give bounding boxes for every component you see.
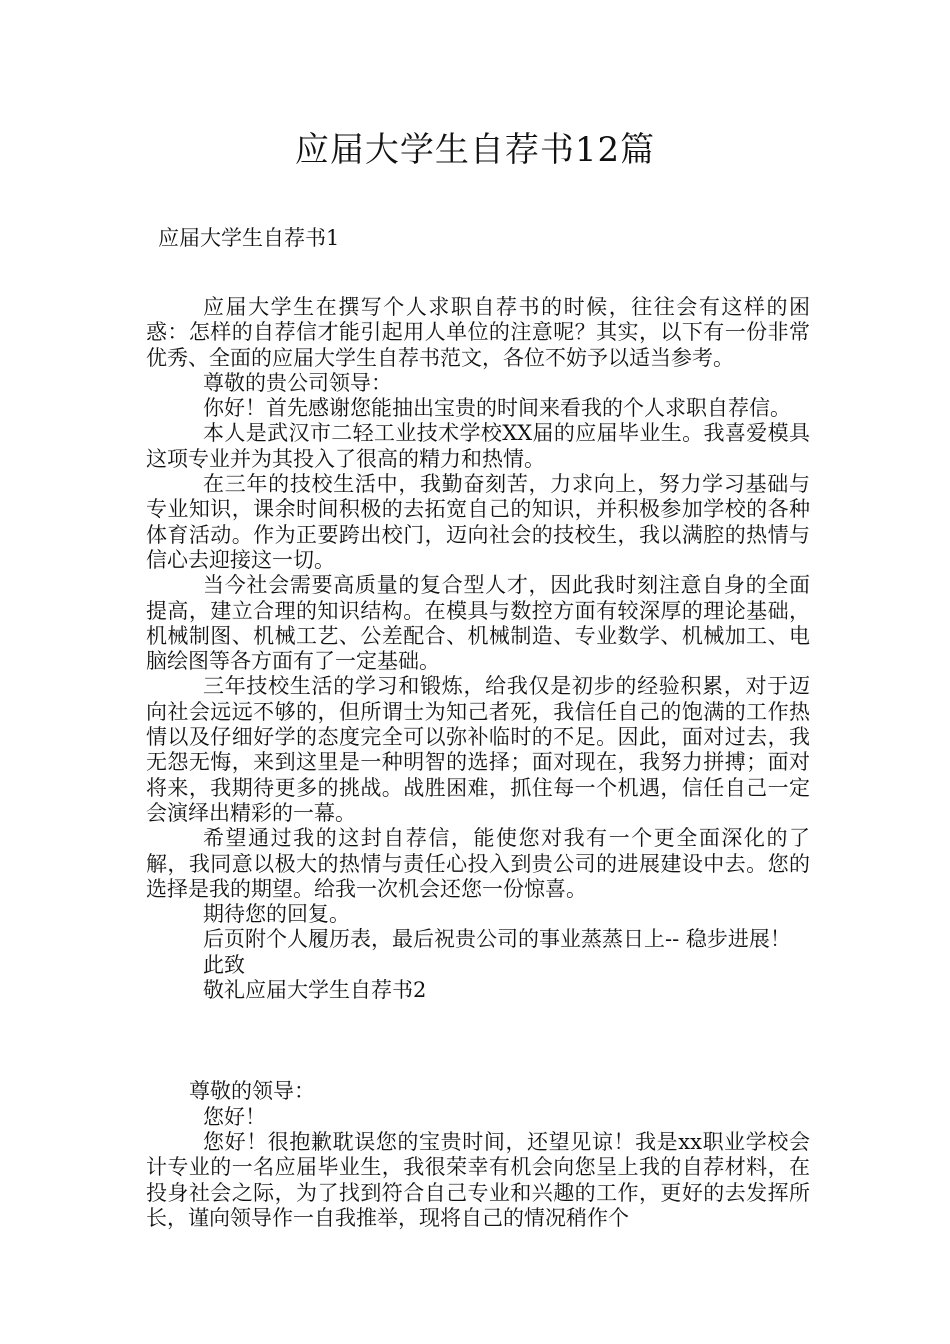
document-body <box>146 295 810 1231</box>
section-heading-1: 应届大学生自荐书1 <box>158 226 340 250</box>
document-title: 应届大学生自荐书12篇 <box>294 130 656 170</box>
paragraph-attachment: 后页附个人履历表，最后祝贵公司的事业蒸蒸日上-- 稳步进展！ <box>203 927 791 952</box>
paragraph-greeting-2: 您好！ <box>203 1104 266 1129</box>
paragraph-await-reply: 期待您的回复。 <box>203 902 350 927</box>
paragraph-school-life: 在三年的技校生活中，我勤奋刻苦，力求向上，努力学习基础与专业知识，课余时间积极的去拓宽自己的知识，并积极参加学校的各种体育活动。作为正要跨出校门，迈向社会的技校生，我以满腔的热情与信心去迎接这一切。 <box>146 472 810 572</box>
paragraph-skills: 当今社会需要高质量的复合型人才，因此我时刻注意自身的全面提高，建立合理的知识结构。在模具与数控方面有较深厚的理论基础，机械制图、机械工艺、公差配合、机械制造、专业数学、机械加工、电脑绘图等各方面有了一定基础。 <box>146 573 810 674</box>
paragraph-experience: 三年技校生活的学习和锻炼，给我仅是初步的经验积累，对于迈向社会远远不够的，但所谓士为知己者死，我信任自己的饱满的工作热情以及仔细好学的态度完全可以弥补临时的不足。因此，面对过去，我无怨无悔，来到这里是一种明智的选择；面对现在，我努力拼搏；面对将来，我期待更多的挑战。战胜困难，抓住每一个机遇，信任自己一定会演绎出精彩的一幕。 <box>146 674 810 825</box>
paragraph-regards-heading-2: 敬礼应届大学生自荐书2 <box>203 978 427 1003</box>
paragraph-hope: 希望通过我的这封自荐信，能使您对我有一个更全面深化的了解，我同意以极大的热情与责任心投入到贵公司的进展建设中去。您的选择是我的期望。给我一次机会还您一份惊喜。 <box>146 826 810 901</box>
paragraph-salutation-2: 尊敬的领导： <box>189 1079 315 1104</box>
paragraph-closing: 此致 <box>203 952 245 977</box>
paragraph-self-intro: 本人是武汉市二轻工业技术学校XX届的应届毕业生。我喜爱模具这项专业并为其投入了很高的精力和热情。 <box>146 421 810 471</box>
paragraph-greeting: 你好！首先感谢您能抽出宝贵的时间来看我的个人求职自荐信。 <box>203 396 791 421</box>
paragraph-salutation: 尊敬的贵公司领导： <box>203 370 392 395</box>
paragraph-self-intro-2: 您好！很抱歉耽误您的宝贵时间，还望见谅！我是xx职业学校会计专业的一名应届毕业生，我很荣幸有机会向您呈上我的自荐材料，在投身社会之际，为了找到符合自己专业和兴趣的工作，更好的去发挥所长，谨向领导作一自我推举，现将自己的情况稍作个 <box>146 1129 810 1230</box>
paragraph-intro: 应届大学生在撰写个人求职自荐书的时候，往往会有这样的困惑：怎样的自荐信才能引起用人单位的注意呢？其实，以下有一份非常优秀、全面的应届大学生自荐书范文，各位不妨予以适当参考。 <box>146 295 810 370</box>
